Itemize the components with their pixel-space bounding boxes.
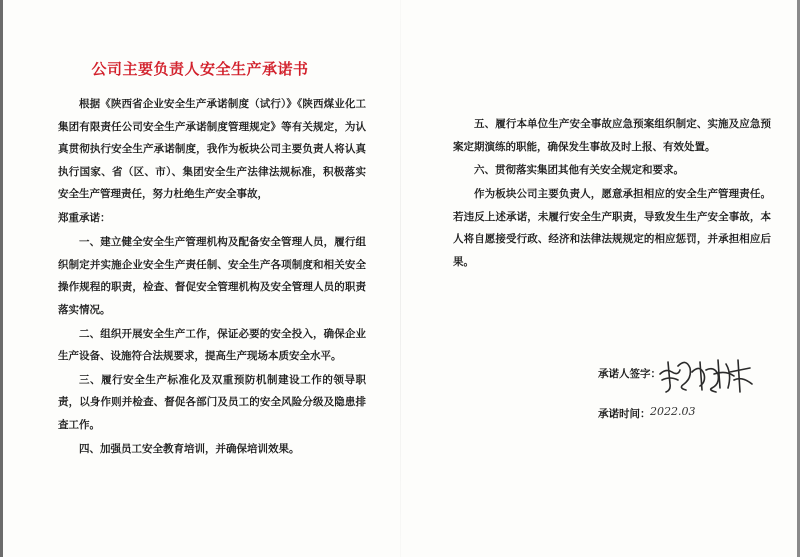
commitment-item-2: 二、组织开展安全生产工作，保证必要的安全投入，确保企业生产设备、设施符合法规要求，提高生产现场本质安全水平。 (58, 327, 366, 363)
commitment-item-5: 五、履行本单位生产安全事故应急预案组织制定、实施及应急预案定期演练的职能，确保发生事故及时上报、有效处置。 (453, 118, 771, 153)
commitment-time-label: 承诺时间： (598, 408, 651, 420)
page-fold (400, 0, 401, 557)
commitment-item-3: 三、履行安全生产标准化及双重预防机制建设工作的领导职责，以身作则并检查、督促各部门及员工的安全风险分级及隐患排查工作。 (58, 373, 366, 432)
intro-paragraph: 根据《陕西省企业安全生产承诺制度（试行）》《陕西煤业化工集团有限责任公司安全生产承诺制度管理规定》等有关规定，为认真贯彻执行安全生产承诺制度，我作为板块公司主要负责人将认真执行国家、省（区、市）、集团安全生产法律法规标准，积极落实安全生产管理责任，努力杜绝生产安全事故， (58, 98, 366, 201)
scan-edge-left (0, 0, 3, 557)
right-page-body (453, 113, 771, 275)
commitment-time-value: 2022.03 (650, 405, 696, 418)
signature-label: 承诺人签字： (598, 368, 661, 380)
document-title: 公司主要负责人安全生产承诺书 (91, 60, 309, 78)
responsibility-statement: 作为板块公司主要负责人，愿意承担相应的安全生产管理责任。若违反上述承诺，未履行安全生产职责，导致发生生产安全事故，本人将自愿接受行政、经济和法律法规规定的相应惩罚，并承担相应后果。 (453, 188, 771, 268)
commitment-item-4: 四、加强员工安全教育培训，并确保培训效果。 (79, 442, 300, 455)
left-page-body (58, 93, 366, 462)
commitment-item-1: 一、建立健全安全生产管理机构及配备安全管理人员，履行组织制定并实施企业安全生产责任制、安全生产各项制度和相关安全操作规程的职责，检查、督促安全管理机构及安全管理人员的职责落实情况。 (58, 235, 366, 316)
handwritten-signature (656, 354, 756, 396)
commitment-item-6: 六、贯彻落实集团其他有关安全规定和要求。 (474, 164, 684, 177)
solemn-commitment-heading: 郑重承诺： (58, 212, 111, 225)
